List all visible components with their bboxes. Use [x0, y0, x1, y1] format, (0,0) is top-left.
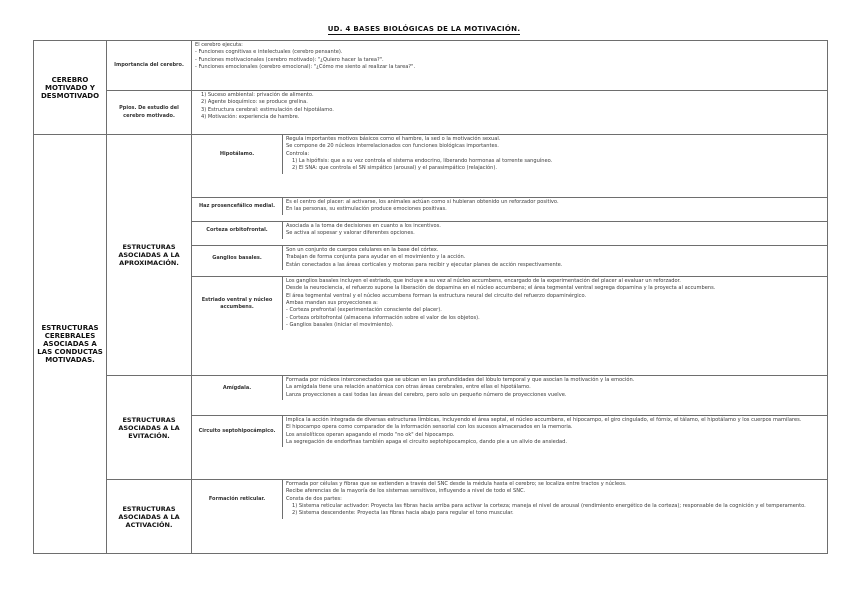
content-line: - Funciones cognitivas e intelectuales (cerebro pensante). [195, 49, 343, 56]
group-label: ESTRUCTURAS ASOCIADAS A LA EVITACIÓN. [107, 376, 192, 480]
section-label: CEREBRO MOTIVADO Y DESMOTIVADO [34, 41, 107, 135]
row-content [192, 222, 828, 246]
row-content [192, 41, 828, 91]
row-content [192, 277, 828, 376]
row-inner [192, 376, 827, 400]
content-line: Formada por células y fibras que se extienden a través del SNC desde la médula hasta el cerebro; se localiza entre tractos y núcleos. [286, 481, 627, 487]
content-line: Los ansiolíticos operan apagando el modo "no ok" del hipocampo. [286, 431, 455, 438]
page-title-text: UD. 4 BASES BIOLÓGICAS DE LA MOTIVACIÓN. [327, 25, 521, 33]
content-line: 1) Suceso ambiental: privación de alimento. [201, 92, 314, 98]
content-line: 2) Agente bioquímico: se produce grelina. [201, 99, 308, 106]
content-line: Ambas mandan sus proyecciones a: [286, 300, 378, 307]
content-line: 4) Motivación: experiencia de hambre. [201, 114, 300, 121]
structure-label: Estriado ventral y núcleo accumbens. [192, 277, 283, 330]
table-row [34, 41, 828, 91]
row-inner [192, 416, 827, 447]
content-line: Son un conjunto de cuerpos celulares en la base del córtex. [286, 247, 439, 253]
content-line: El cerebro ejecuta: [195, 42, 243, 48]
content-line: Formada por núcleos interconectados que se ubican en las profundidades del lóbulo temporal y que asocian la motivación y la emoción. [286, 377, 635, 383]
content-line: Desde la neurociencia, el refuerzo supone la liberación de dopamina en el núcleo accumbens; el área tegmental ventral segrega dopamina y la proyecta al accumbens. [286, 285, 716, 292]
content-line: Se activa al sopesar y valorar diferentes opciones. [286, 230, 415, 237]
content-line: 1) Sistema reticular activador: Proyecta las fibras hacia arriba para activar la corteza; maneja el nivel de arousal (rendimiento energético de la corteza); responsable de la cognición y el temperamento. [292, 503, 806, 510]
structure-content [283, 376, 828, 400]
table-row [34, 376, 828, 416]
content-line: 1) La hipófisis: que a su vez controla el sistema endocrino, liberando hormonas al torrente sanguíneo. [292, 158, 553, 165]
row-inner [192, 198, 827, 215]
table-row [34, 91, 828, 135]
row-content [192, 480, 828, 554]
content-line: Lanza proyecciones a casi todas las áreas del cerebro, pero solo un pequeño número de proyecciones vuelve. [286, 391, 567, 398]
structure-content [283, 277, 828, 330]
row-content [192, 135, 828, 198]
content-line: Trabajan de forma conjunta para ayudar en el movimiento y la acción. [286, 254, 466, 261]
summary-table [33, 40, 828, 554]
structure-content [283, 246, 828, 270]
structure-content [283, 135, 828, 174]
content-line: - Funciones emocionales (cerebro emocional): "¿Cómo me siento al realizar la tarea?". [195, 64, 416, 71]
row-inner [192, 246, 827, 270]
content-line: Recibe aferencias de la mayoría de los sistemas sensitivos, influyendo a nivel de todo el SNC. [286, 488, 526, 495]
group-label: ESTRUCTURAS ASOCIADAS A LA ACTIVACIÓN. [107, 480, 192, 554]
row-label: Importancia del cerebro. [107, 41, 192, 91]
content-line: Regula importantes motivos básicos como el hambre, la sed o la motivación sexual. [286, 136, 501, 142]
row-label: Ppios. De estudio del cerebro motivado. [107, 91, 192, 135]
content-line: Se compone de 20 núcleos interrelacionados con funciones biológicas importantes. [286, 143, 499, 150]
content-line: 3) Estructura cerebral: estimulación del hipotálamo. [201, 106, 334, 113]
content-line: Asociada a la toma de decisiones en cuanto a los incentivos. [286, 223, 441, 229]
structure-label: Hipotálamo. [192, 135, 283, 174]
content-line: El hipocampo opera como comparador de la información sensorial con los sucesos almacenados en la memoria. [286, 424, 573, 431]
table-row [34, 480, 828, 554]
structure-label: Amígdala. [192, 376, 283, 400]
row-inner [192, 277, 827, 330]
content-line: Controla: [286, 150, 310, 157]
structure-content [283, 222, 828, 239]
row-inner [192, 135, 827, 174]
content-line: 2) Sistema descendente: Proyecta las fibras hacia abajo para regular el tono muscular. [292, 510, 514, 517]
row-content [192, 246, 828, 277]
content-line: - Corteza prefrontal (experimentación consciente del placer). [286, 307, 442, 314]
content-line: Es el centro del placer: al activarse, los animales actúan como si hubieran obtenido un reforzador positivo. [286, 199, 559, 205]
content-line: Implica la acción integrada de diversas estructuras límbicas, incluyendo el área septal, el núcleo accumbens, el hipocampo, el giro cingulado, el fórnix, el tálamo, el hipotálamo y los cuerpos mamilares. [286, 417, 802, 423]
group-label: ESTRUCTURAS ASOCIADAS A LA APROXIMACIÓN. [107, 135, 192, 376]
row-content [192, 376, 828, 416]
structure-label: Formación reticular. [192, 480, 283, 519]
content-line: El área tegmental ventral y el núcleo accumbens forman la estructura neural del circuito del refuerzo dopaminérgico. [286, 292, 587, 299]
row-content [192, 416, 828, 480]
page-title [0, 25, 848, 33]
section-label: ESTRUCTURAS CEREBRALES ASOCIADAS A LAS CONDUCTAS MOTIVADAS. [34, 135, 107, 554]
structure-content [283, 480, 828, 519]
table-row [34, 135, 828, 198]
content-line: Los ganglios basales incluyen el estriado, que incluye a su vez al núcleo accumbens, encargado de la experimentación del placer al evaluar un reforzador. [286, 278, 681, 284]
content-line: - Corteza orbitofrontal (almacena información sobre el valor de los objetos). [286, 314, 480, 321]
content-line: - Ganglios basales (iniciar el movimiento). [286, 322, 394, 329]
content-line: La amígdala tiene una relación anatómica con otras áreas cerebrales, entre ellas el hipotálamo. [286, 384, 531, 391]
structure-label: Ganglios basales. [192, 246, 283, 270]
row-inner [192, 222, 827, 239]
structure-content [283, 416, 828, 447]
structure-label: Circuito septohipocámpico. [192, 416, 283, 447]
structure-label: Haz prosencefálico medial. [192, 198, 283, 215]
content-line: La segregación de endorfinas también apaga el circuito septohipocampico, dando pie a un alivio de ansiedad. [286, 439, 568, 446]
row-inner [192, 480, 827, 519]
structure-content [283, 198, 828, 215]
structure-label: Corteza orbitofrontal. [192, 222, 283, 239]
content-line: Consta de dos partes: [286, 495, 342, 502]
content-line: 2) El SNA: que controla el SN simpático (arousal) y el parasimpático (relajación). [292, 165, 497, 172]
row-content [192, 198, 828, 222]
content-line: - Funciones motivacionales (cerebro motivado): "¿Quiero hacer la tarea?". [195, 56, 384, 63]
content-line: En las personas, su estimulación produce emociones positivas. [286, 206, 447, 213]
content-line: Están conectados a las áreas corticales y motoras para recibir y ejecutar planes de acción respectivamente. [286, 261, 563, 268]
row-content [192, 91, 828, 135]
